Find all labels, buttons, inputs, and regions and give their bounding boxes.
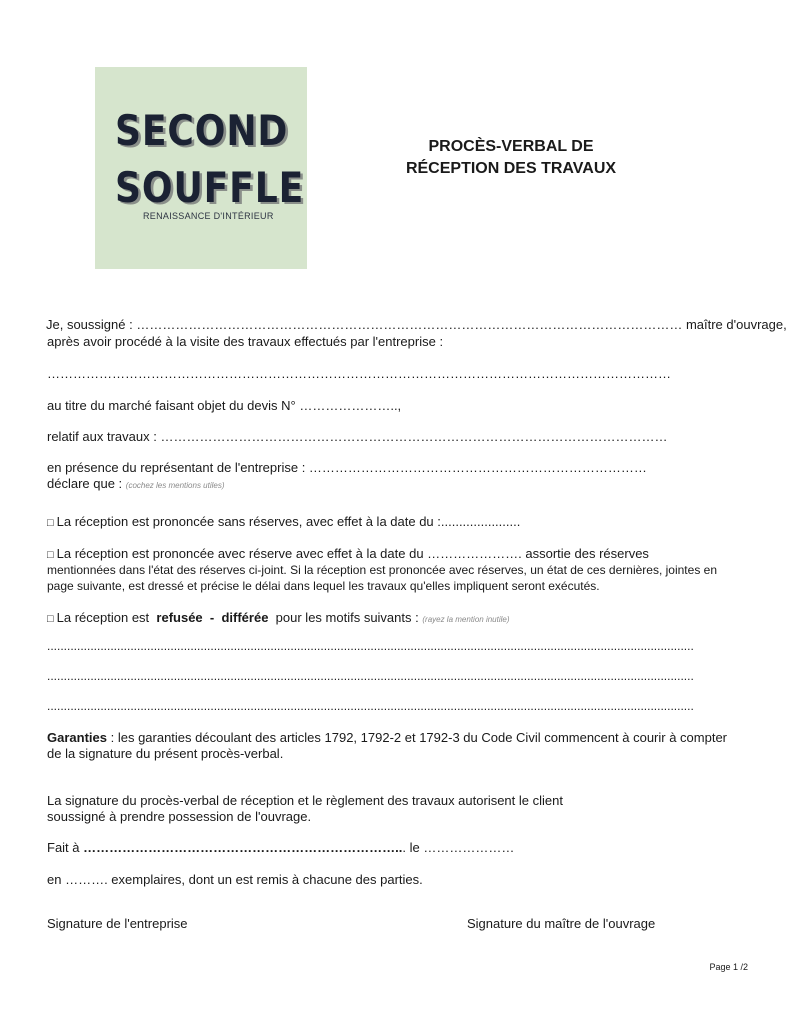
title-line-2: RÉCEPTION DES TRAVAUX <box>405 160 617 177</box>
garanties-line-2: de la signature du présent procès-verbal. <box>47 746 284 761</box>
fait-a-label: Fait à <box>47 840 80 855</box>
declare-label: déclare que : <box>47 476 123 491</box>
avec-reserve-text-3: page suivante, est dressé et précise le délai dans lequel les travaux qu'elles impliquent seront exécutés. <box>47 579 600 593</box>
possession-line-1: La signature du procès-verbal de réception et le règlement des travaux autorisent le client <box>47 793 563 808</box>
checkbox-sans-reserves[interactable]: □ <box>47 517 54 529</box>
company-logo <box>95 67 307 269</box>
title-line-1: PROCÈS-VERBAL DE <box>428 138 594 155</box>
garanties-line-1 <box>47 730 727 746</box>
option-sans-reserves <box>47 514 520 531</box>
checkbox-avec-reserve[interactable]: □ <box>47 549 54 561</box>
relatif-line: relatif aux travaux : ……………………………………………………………………………………………………… <box>47 429 668 444</box>
fait-le: . le ………………… <box>402 840 515 855</box>
document-title <box>380 136 642 180</box>
refusee-dash: - <box>209 610 215 625</box>
differee-word: différée <box>221 610 269 625</box>
motif-line-1: .................................................................................................................................................................................................. <box>47 639 694 653</box>
soussigne-line: Je, soussigné : ……………………………………………………………………………………………………………… maître d'ouvrage, <box>46 317 787 332</box>
garanties-text-1: : les garanties découlant des articles 1792, 1792-2 et 1792-3 du Code Civil commencent à courir à compter <box>110 730 728 745</box>
fait-lieu-dots: ……………………………………………………………….. <box>83 840 403 855</box>
refusee-note: (rayez la mention inutile) <box>422 615 510 624</box>
declare-note: (cochez les mentions utiles) <box>125 481 225 490</box>
motif-line-3: .................................................................................................................................................................................................. <box>47 699 694 713</box>
refusee-word: refusée <box>156 610 203 625</box>
sans-reserves-text: La réception est prononcée sans réserves, avec effet à la date du :...................... <box>56 514 521 529</box>
entreprise-dots-line: ……………………………………………………………………………………………………………………………… <box>47 366 671 381</box>
avec-reserve-text-2: mentionnées dans l'état des réserves ci-joint. Si la réception est prononcée avec réserves, un état de ces dernières, jointes en <box>47 563 717 577</box>
option-avec-reserve <box>47 546 649 563</box>
logo-line-second: SECOND <box>115 106 289 155</box>
fait-line <box>47 840 514 856</box>
exemplaires-line: en ………. exemplaires, dont un est remis à chacune des parties. <box>47 872 423 887</box>
signature-maitre-ouvrage: Signature du maître de l'ouvrage <box>467 916 656 931</box>
apres-visite-line: après avoir procédé à la visite des travaux effectués par l'entreprise : <box>47 334 444 349</box>
avec-reserve-text-1: La réception est prononcée avec réserve avec effet à la date du …………………. assortie des réserves <box>56 546 649 561</box>
declare-line <box>47 476 225 494</box>
refusee-suffix: pour les motifs suivants : <box>275 610 419 625</box>
refusee-prefix: La réception est <box>56 610 150 625</box>
garanties-label: Garanties <box>47 730 107 745</box>
motif-line-2: .................................................................................................................................................................................................. <box>47 669 694 683</box>
option-refusee <box>47 610 510 628</box>
logo-tagline: RENAISSANCE D'INTÉRIEUR <box>143 211 274 221</box>
page-number: Page 1 /2 <box>709 962 748 972</box>
signature-entreprise: Signature de l'entreprise <box>47 916 188 931</box>
possession-line-2: soussigné à prendre possession de l'ouvrage. <box>47 809 312 824</box>
logo-line-souffle: SOUFFLE <box>115 163 305 212</box>
presence-line: en présence du représentant de l'entreprise : …………………………………………………………………… <box>47 460 647 475</box>
marche-line: au titre du marché faisant objet du devis N° ………………….., <box>47 398 402 413</box>
checkbox-refusee[interactable]: □ <box>47 613 54 625</box>
